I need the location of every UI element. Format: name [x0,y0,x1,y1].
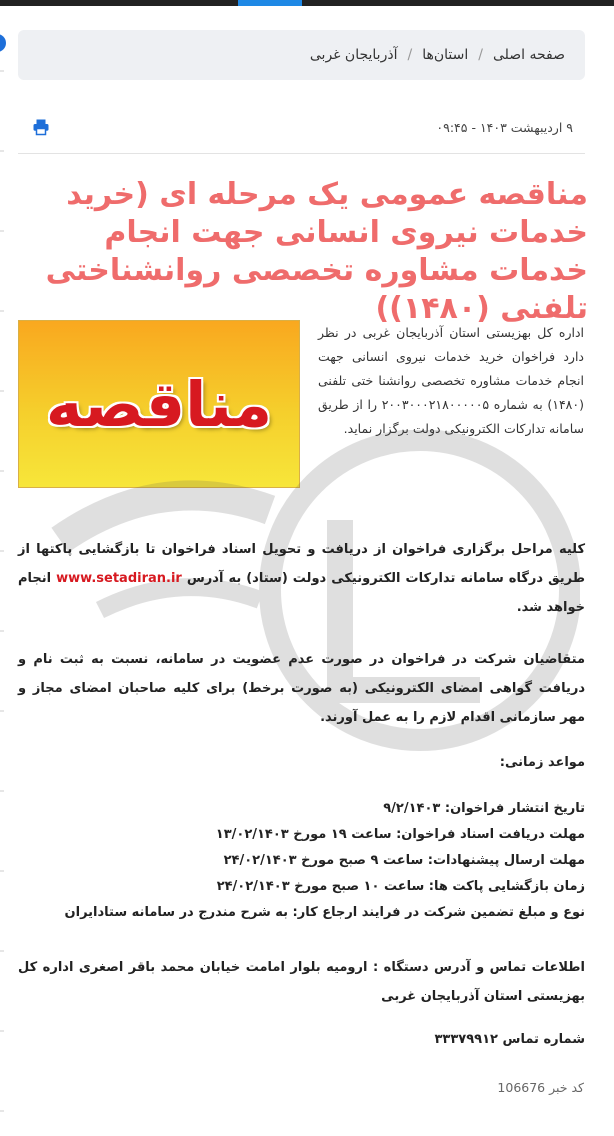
banner-text: مناقصه [45,367,273,441]
tender-banner-image [18,320,300,488]
article-meta [18,112,585,146]
schedule-item: مهلت دریافت اسناد فراخوان: ساعت ۱۹ مورخ ۱۳/۰۲/۱۴۰۳ [215,827,585,842]
intro-paragraph: اداره کل بهزیستی استان آذربایجان غربی در نظر دارد فراخوان خرید خدمات نیروی انسانی جهت انجام خدمات مشاوره تخصصی روانشنا ختی تلفنی (۱۴۸۰) به شماره ۲۰۰۳۰۰۰۲۱۸۰۰۰۰۰۵ را از طریق سامانه تدارکات الکترونیکی دولت برگزار نماید. [318,325,584,436]
breadcrumb-provinces[interactable]: استان‌ها [422,47,469,63]
page-edge [0,70,4,1130]
schedule-heading: مواعد زمانی: [499,755,585,770]
breadcrumb [18,30,585,80]
top-bar [0,0,614,6]
phone-number: شماره تماس ۳۳۳۷۹۹۱۲ [434,1032,585,1047]
print-icon[interactable] [32,118,50,136]
breadcrumb-home[interactable]: صفحه اصلی [492,47,565,63]
procedure-paragraph [18,535,585,622]
side-toggle-button[interactable] [0,34,6,52]
setadiran-link[interactable]: www.setadiran.ir [56,571,182,586]
schedule-item: تاریخ انتشار فراخوان: ۹/۲/۱۴۰۳ [383,801,585,816]
divider [18,153,585,154]
breadcrumb-separator: / [407,47,413,63]
contact-paragraph: اطلاعات تماس و آدرس دستگاه : ارومیه بلوار امامت خیابان محمد باقر اصغری اداره کل بهزیستی استان آذربایجان غربی [18,960,585,1004]
schedule-item: نوع و مبلغ تضمین شرکت در فرایند ارجاع کار: به شرح مندرج در سامانه ستادایران [64,905,585,920]
registration-paragraph: متقاضیان شرکت در فراخوان در صورت عدم عضویت در سامانه، نسبت به ثبت نام و دریافت گواهی امضای الکترونیکی (به صورت برخط) برای کلیه صاحبان امضای مجاز و مهر سازمانی اقدام لازم را به عمل آورند. [18,652,585,725]
procedure-text-after: انجام خواهد شد. [18,571,585,615]
schedule-item: مهلت ارسال پیشنهادات: ساعت ۹ صبح مورخ ۲۴/۰۲/۱۴۰۳ [223,853,585,868]
breadcrumb-separator: / [478,47,483,63]
procedure-text-before: کلیه مراحل برگزاری فراخوان از دریافت و تحویل اسناد فراخوان تا بازگشایی پاکتها از طریق درگاه سامانه تدارکات الکترونیکی دولت (ستاد) به آدرس [18,542,585,586]
active-tab-indicator [238,0,302,6]
article-title: مناقصه عمومی یک مرحله ای (خرید خدمات نیروی انسانی جهت انجام خدمات مشاوره تخصصی روانشناختی تلفنی (۱۴۸۰)) [45,177,588,326]
schedule-item: زمان بازگشایی پاکت ها: ساعت ۱۰ صبح مورخ ۲۴/۰۲/۱۴۰۳ [216,879,585,894]
news-code: کد خبر 106676 [497,1080,584,1095]
publish-date: ۹ اردیبهشت ۱۴۰۳ - ۰۹:۴۵ [436,120,573,135]
breadcrumb-west-azerbaijan[interactable]: آذربایجان غربی [309,47,398,63]
